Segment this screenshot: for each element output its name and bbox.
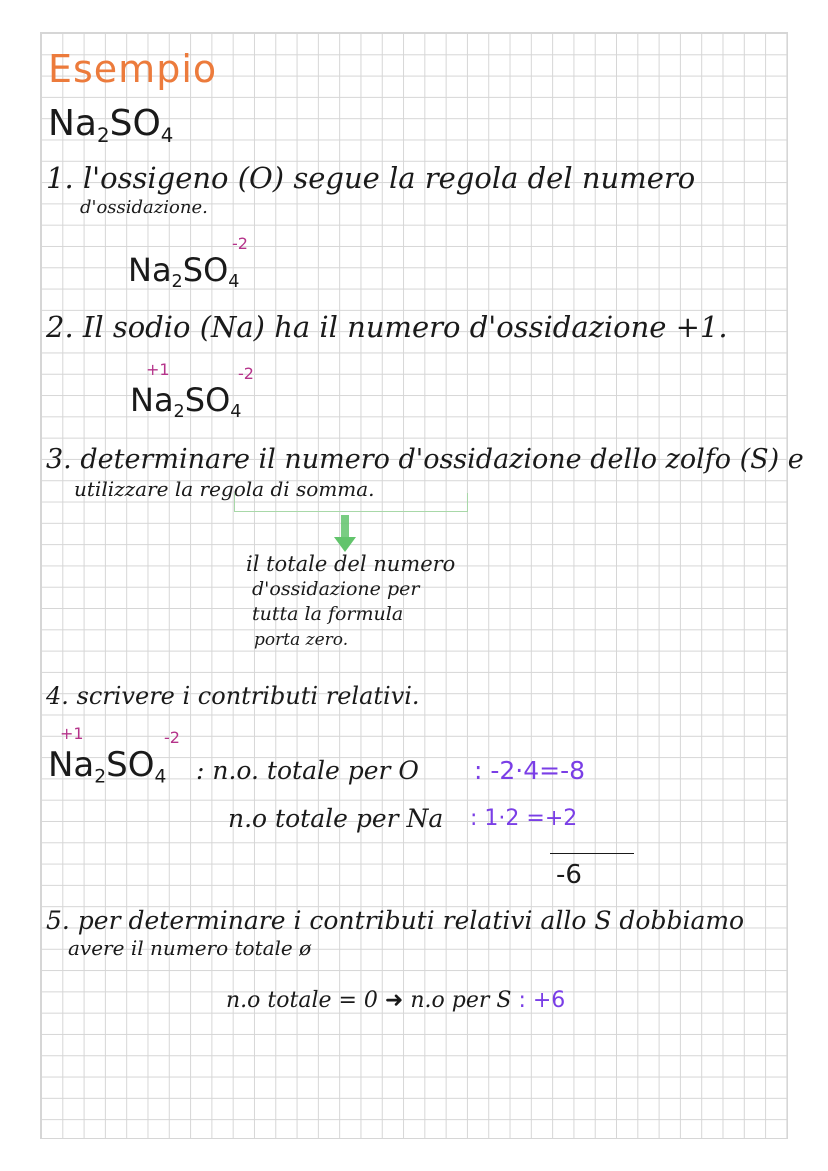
step5-final: [226, 990, 565, 1012]
charge-o-2: -2: [238, 364, 254, 383]
formula-subscript-4: 4: [230, 402, 242, 423]
formula-so: SO: [106, 745, 155, 785]
formula-na: Na: [130, 381, 174, 419]
arrow-down-icon: [334, 515, 356, 553]
step5-final-label: n.o totale = 0: [226, 988, 378, 1013]
step4-line1: 4. scrivere i contributi relativi.: [46, 682, 420, 710]
highlight-bracket: [234, 493, 468, 512]
formula-step2: [130, 381, 242, 423]
step1-line2: d'ossidazione.: [80, 197, 208, 218]
formula-subscript-2: 2: [97, 123, 110, 147]
step3-note-line1: il totale del numero: [246, 552, 456, 576]
step4-na-label: n.o totale per Na: [228, 804, 444, 833]
step4-na-value: : 1·2 =+2: [470, 806, 578, 831]
charge-o-1: -2: [232, 234, 248, 253]
step3-line1: 3. determinare il numero d'ossidazione dello zolfo (S) e: [46, 444, 804, 475]
formula-subscript-2: 2: [94, 766, 107, 788]
step4-sum: -6: [556, 860, 582, 890]
formula-so: SO: [109, 103, 161, 144]
charge-na-1: +1: [146, 360, 170, 379]
step3-note-line3: tutta la formula: [252, 603, 404, 625]
step5-final-mid: n.o per S: [410, 988, 512, 1013]
formula-subscript-4: 4: [154, 766, 167, 788]
charge-na-2: +1: [60, 724, 84, 743]
step2-line1: 2. Il sodio (Na) ha il numero d'ossidazione +1.: [46, 310, 728, 344]
formula-na: Na: [128, 251, 172, 289]
step4-o-value: : -2·4=-8: [474, 756, 586, 785]
charge-o-3: -2: [164, 728, 180, 747]
step5-line1: 5. per determinare i contributi relativi allo S dobbiamo: [46, 906, 745, 935]
step1-line1: 1. l'ossigeno (O) segue la regola del numero: [46, 161, 696, 195]
formula-step4: [48, 745, 167, 788]
formula-na: Na: [48, 103, 97, 144]
sum-rule: [550, 853, 634, 854]
page-title: Esempio: [48, 47, 218, 91]
step3-note-line4: porta zero.: [254, 630, 349, 650]
step3-line2: utilizzare la regola di somma.: [74, 477, 375, 501]
formula-subscript-4: 4: [228, 272, 240, 293]
formula-so: SO: [182, 251, 229, 289]
step5-line2: avere il numero totale ø: [68, 936, 312, 960]
step3-note-line2: d'ossidazione per: [252, 578, 420, 600]
arrow-right-icon: ➜: [384, 988, 404, 1013]
formula-so: SO: [184, 381, 231, 419]
step5-final-value: : +6: [518, 988, 566, 1013]
formula-subscript-4: 4: [160, 123, 174, 147]
formula-step1: [128, 251, 240, 293]
step4-o-label: : n.o. totale per O: [196, 756, 419, 785]
formula-na: Na: [48, 745, 95, 785]
formula-subscript-2: 2: [173, 402, 185, 423]
formula-header: [48, 103, 174, 147]
formula-subscript-2: 2: [171, 272, 183, 293]
